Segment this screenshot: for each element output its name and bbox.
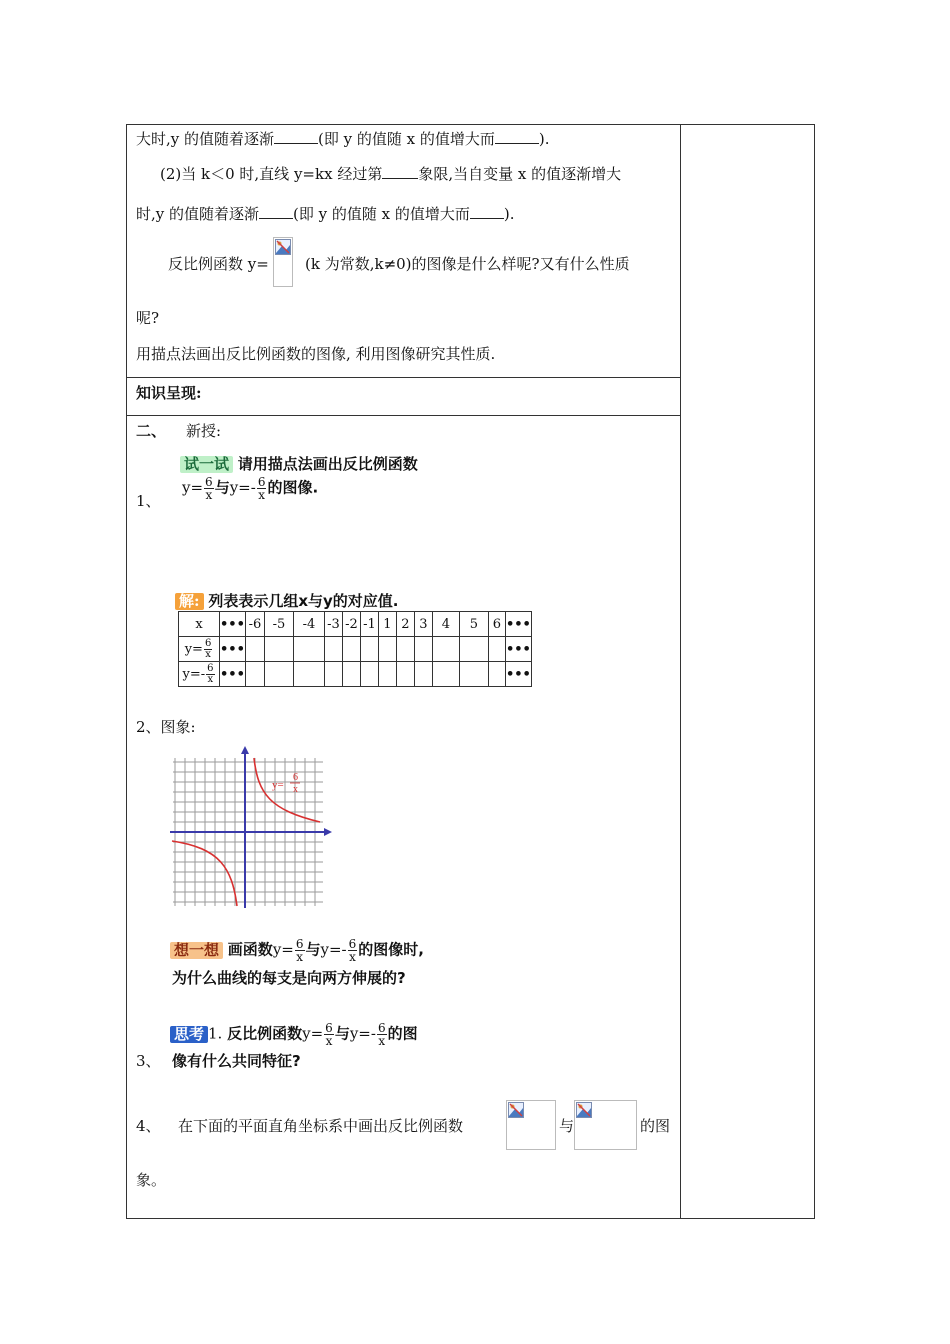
graph-label-y: y=: [272, 779, 284, 791]
value-table: [178, 611, 532, 687]
item4-num: 4、: [136, 1117, 161, 1135]
think-tag: 想一想: [170, 942, 223, 959]
table-row: x ••• -6 -5 -4 -3 -2 -1 1 2 3 4 5 6 •••: [179, 612, 532, 637]
table-row: y= $\frac{6}{x}$ ••• •••: [179, 637, 532, 662]
graph-label-den: x: [293, 784, 298, 795]
item4-line-2: 象。: [136, 1171, 167, 1189]
item3-num: 3、: [136, 1052, 161, 1070]
think-line-2: 为什么曲线的每支是向两方伸展的?: [172, 969, 406, 987]
item1-line1: 试一试 请用描点法画出反比例函数: [180, 455, 418, 473]
item2-label: 2、图象:: [136, 718, 196, 736]
item4-tail: 的图: [640, 1117, 671, 1135]
item1-line2: y= $\frac{6}{x}$ 与y=- $\frac{6}{x}$ 的图像.: [182, 475, 319, 502]
formula-image-placeholder: [273, 237, 293, 287]
y-axis-arrow: [241, 746, 249, 754]
think2-tag: 思考: [170, 1026, 208, 1043]
item3-line-2: 像有什么共同特征?: [172, 1052, 301, 1070]
intro-line-5: 呢?: [136, 309, 160, 327]
image-placeholder-icon: [275, 239, 291, 255]
think-line-1: 想一想 画函数y= $\frac{6}{x}$ 与y=- $\frac{6}{x}$ 的图像时,: [170, 938, 424, 963]
formula-image-placeholder: [574, 1100, 637, 1150]
try-tag: 试一试: [180, 456, 233, 473]
image-placeholder-icon: [508, 1102, 524, 1118]
formula-image-placeholder: [506, 1100, 556, 1150]
solution-line: 解: 列表表示几组x与y的对应值.: [175, 592, 398, 610]
item4-mid: 与: [559, 1117, 575, 1135]
row-divider: [126, 377, 681, 378]
item4-text: 在下面的平面直角坐标系中画出反比例函数: [178, 1117, 464, 1135]
image-placeholder-icon: [576, 1102, 592, 1118]
hyperbola-graph: [170, 744, 335, 908]
column-divider: [680, 124, 681, 1219]
section-knowledge: 知识呈现:: [136, 384, 202, 402]
graph-label-num: 6: [293, 772, 298, 783]
intro-line-6: 用描点法画出反比例函数的图像, 利用图像研究其性质.: [136, 345, 496, 363]
intro-line-4b: (k 为常数,k≠0)的图像是什么样呢?又有什么性质: [305, 255, 630, 273]
intro-line-2: (2)当 k＜0 时,直线 y=kx 经过第 象限,当自变量 x 的值逐渐增大: [160, 165, 622, 183]
x-axis-arrow: [324, 828, 332, 836]
item3-line-1: 思考 1. 反比例函数y= $\frac{6}{x}$ 与y=- $\frac{6}{x}$ 的图: [170, 1022, 418, 1047]
section-new: 二、 新授:: [136, 422, 222, 440]
intro-line-4a: 反比例函数 y=: [168, 255, 269, 273]
table-row: y=- $\frac{6}{x}$ ••• •••: [179, 662, 532, 687]
solution-tag: 解:: [175, 593, 204, 610]
row-divider: [126, 415, 681, 416]
item1-num: 1、: [136, 492, 161, 510]
intro-line-1: 大时,y 的值随着逐渐 (即 y 的值随 x 的值增大而 ).: [136, 130, 550, 148]
intro-line-3: 时,y 的值随着逐渐 (即 y 的值随 x 的值增大而 ).: [136, 205, 515, 223]
